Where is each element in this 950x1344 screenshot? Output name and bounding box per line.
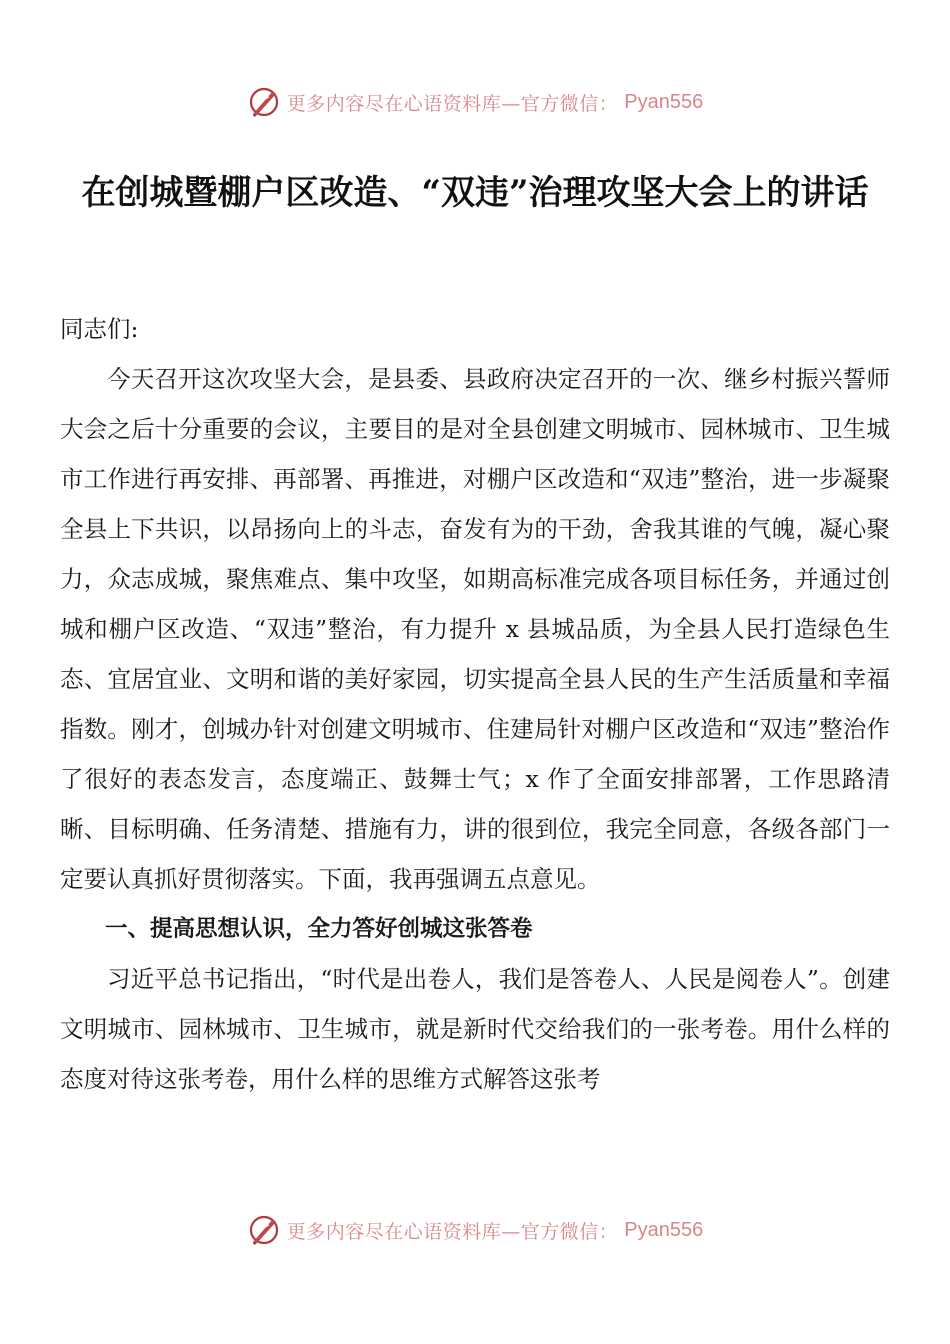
watermark-wechat-id: Pyan556 — [624, 90, 704, 113]
quill-pen-logo-icon — [247, 1213, 281, 1247]
document-body — [60, 304, 890, 1104]
body-paragraph: 今天召开这次攻坚大会，是县委、县政府决定召开的一次、继乡村振兴誓师大会之后十分重要的会议，主要目的是对全县创建文明城市、园林城市、卫生城市工作进行再安排、再部署、再推进，对棚户区改造和“双违”整治，进一步凝聚全县上下共识，以昂扬向上的斗志，奋发有为的干劲，舍我其谁的气魄，凝心聚力，众志成城，聚焦难点、集中攻坚，如期高标准完成各项目标任务，并通过创城和棚户区改造、“双违”整治，有力提升 x 县城品质，为全县人民打造绿色生态、宜居宜业、文明和谐的美好家园，切实提高全县人民的生产生活质量和幸福指数。刚才，创城办针对创建文明城市、住建局针对棚户区改造和“双违”整治作了很好的表态发言，态度端正、鼓舞士气；x 作了全面安排部署，工作思路清晰、目标明确、任务清楚、措施有力，讲的很到位，我完全同意，各级各部门一定要认真抓好贯彻落实。下面，我再强调五点意见。 — [60, 365, 890, 893]
document-title: 在创城暨棚户区改造、“双违”治理攻坚大会上的讲话 — [81, 173, 869, 213]
section-heading: 一、提高思想认识，全力答好创城这张答卷 — [105, 916, 533, 942]
salutation: 同志们: — [60, 315, 139, 343]
quill-pen-logo-icon — [247, 85, 281, 119]
watermark-banner-top — [0, 82, 950, 122]
watermark-banner-bottom — [0, 1210, 950, 1250]
watermark-wechat-id: Pyan556 — [624, 1218, 704, 1241]
section-paragraph: 习近平总书记指出，“时代是出卷人，我们是答卷人、人民是阅卷人”。创建文明城市、园林城市、卫生城市，就是新时代交给我们的一张考卷。用什么样的态度对待这张考卷，用什么样的思维方式解答这张考 — [60, 965, 890, 1093]
watermark-text: 更多内容尽在心语资料库—官方微信： — [286, 92, 619, 115]
watermark-text: 更多内容尽在心语资料库—官方微信： — [286, 1220, 619, 1243]
